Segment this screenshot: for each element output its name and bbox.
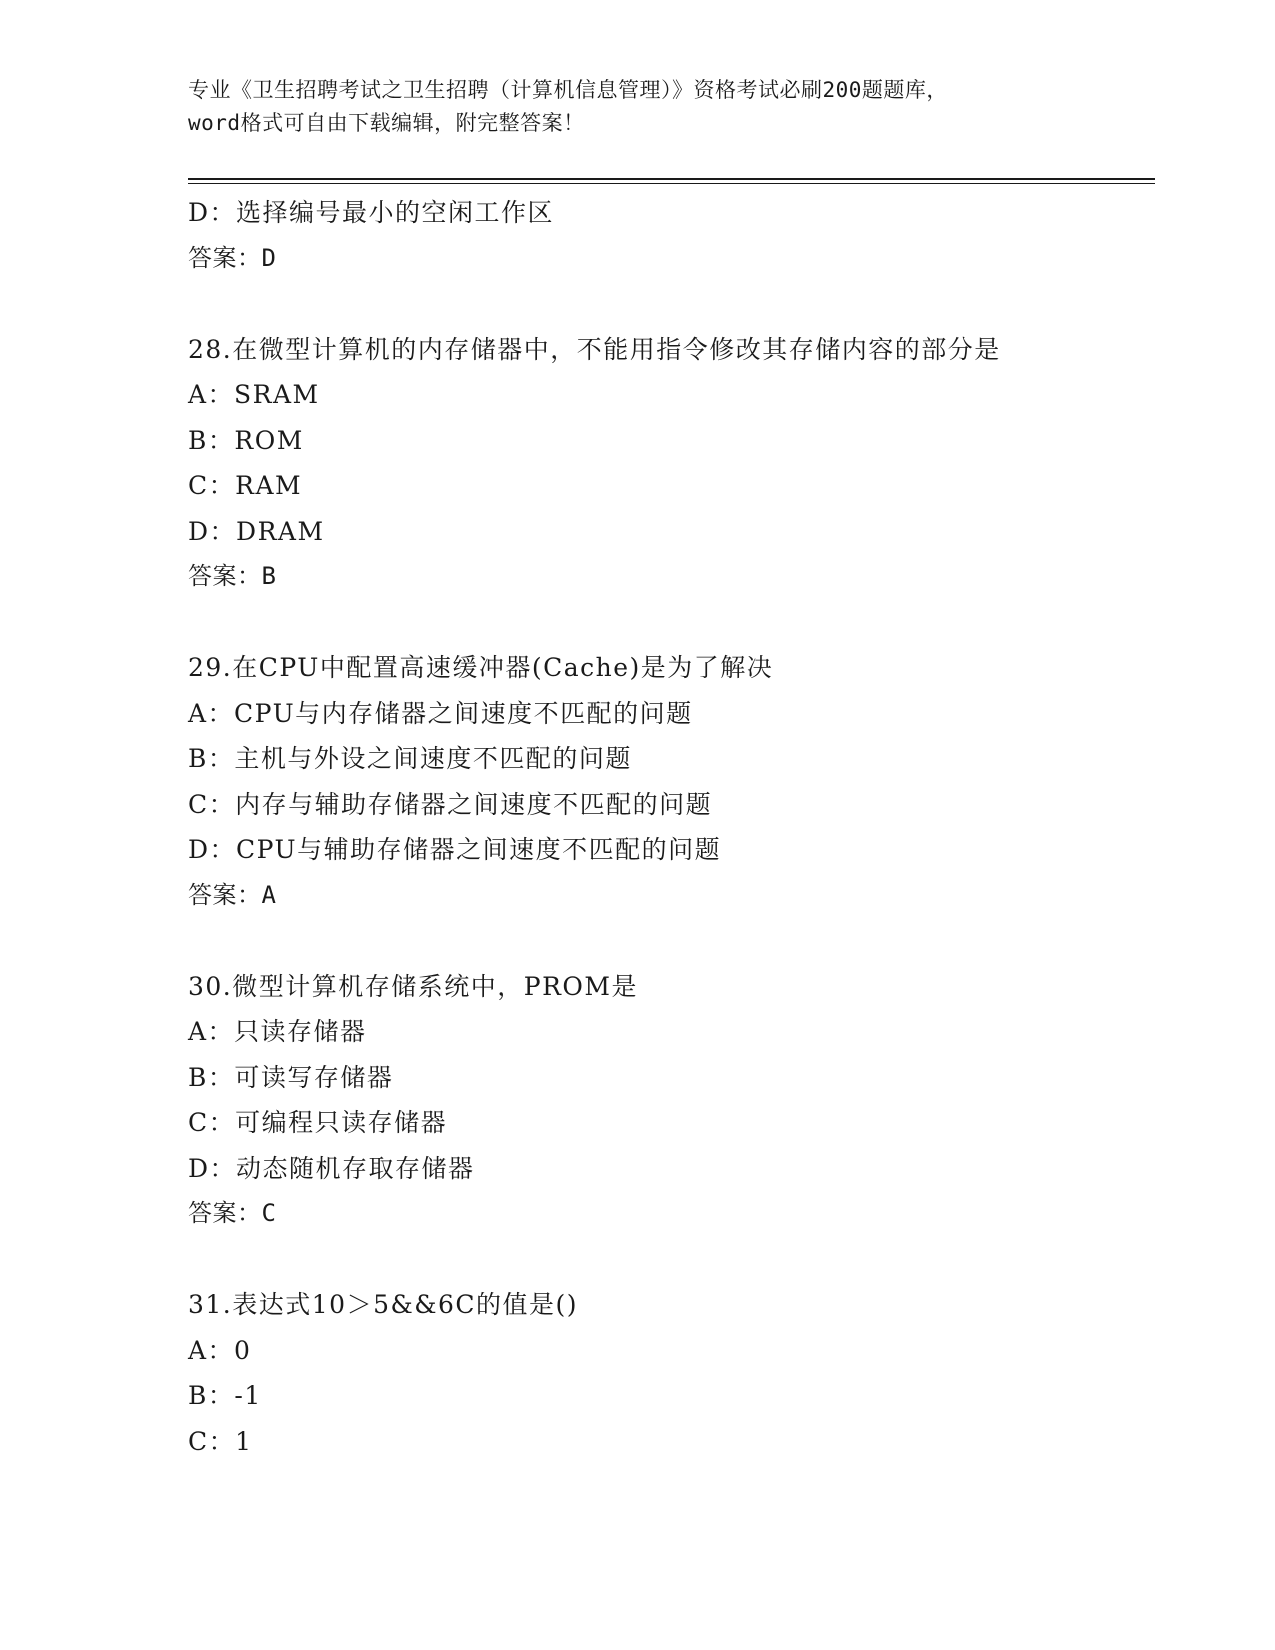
question-28 xyxy=(188,327,1148,600)
option-d: D：动态随机存取存储器 xyxy=(188,1153,475,1183)
option-b: B：ROM xyxy=(188,425,304,455)
option-b: B：主机与外设之间速度不匹配的问题 xyxy=(188,744,632,773)
option-c: C：RAM xyxy=(188,471,303,500)
spacer xyxy=(188,918,1148,964)
document-header xyxy=(188,74,1088,140)
answer-line: 答案：C xyxy=(188,1199,277,1227)
spacer xyxy=(188,281,1148,327)
option-a: A：0 xyxy=(188,1335,252,1365)
answer-line: 答案：D xyxy=(188,243,277,272)
option-c: C：内存与辅助存储器之间速度不匹配的问题 xyxy=(188,789,713,819)
option-a: A：CPU与内存储器之间速度不匹配的问题 xyxy=(188,698,693,728)
header-title-line-1: 专业《卫生招聘考试之卫生招聘（计算机信息管理）》资格考试必刷200题题库， xyxy=(188,78,948,102)
question-stem: 31.表达式10＞5&&6C的值是() xyxy=(188,1290,579,1319)
question-stem: 29.在CPU中配置高速缓冲器(Cache)是为了解决 xyxy=(188,653,774,682)
option-d: D：DRAM xyxy=(188,516,325,546)
header-divider-thin xyxy=(188,183,1155,184)
question-29 xyxy=(188,645,1148,918)
option-c: C：1 xyxy=(188,1426,253,1456)
option-b: B：-1 xyxy=(188,1381,262,1410)
option-a: A：只读存储器 xyxy=(188,1017,367,1046)
question-stem: 28.在微型计算机的内存储器中，不能用指令修改其存储内容的部分是 xyxy=(188,334,1001,364)
header-divider-thick xyxy=(188,178,1155,180)
question-stem: 30.微型计算机存储系统中，PROM是 xyxy=(188,971,638,1001)
question-31 xyxy=(188,1282,1148,1464)
question-30 xyxy=(188,964,1148,1237)
question-list xyxy=(188,190,1148,1464)
answer-line: 答案：A xyxy=(188,880,277,909)
answer-line: 答案：B xyxy=(188,562,277,590)
option-d: D：选择编号最小的空闲工作区 xyxy=(188,198,555,227)
option-d: D：CPU与辅助存储器之间速度不匹配的问题 xyxy=(188,835,722,864)
question-fragment xyxy=(188,190,1148,281)
header-title-line-2: word格式可自由下载编辑，附完整答案！ xyxy=(188,111,585,135)
option-c: C：可编程只读存储器 xyxy=(188,1108,448,1137)
spacer xyxy=(188,600,1148,646)
option-a: A：SRAM xyxy=(188,380,320,409)
option-b: B：可读写存储器 xyxy=(188,1062,394,1092)
spacer xyxy=(188,1237,1148,1283)
